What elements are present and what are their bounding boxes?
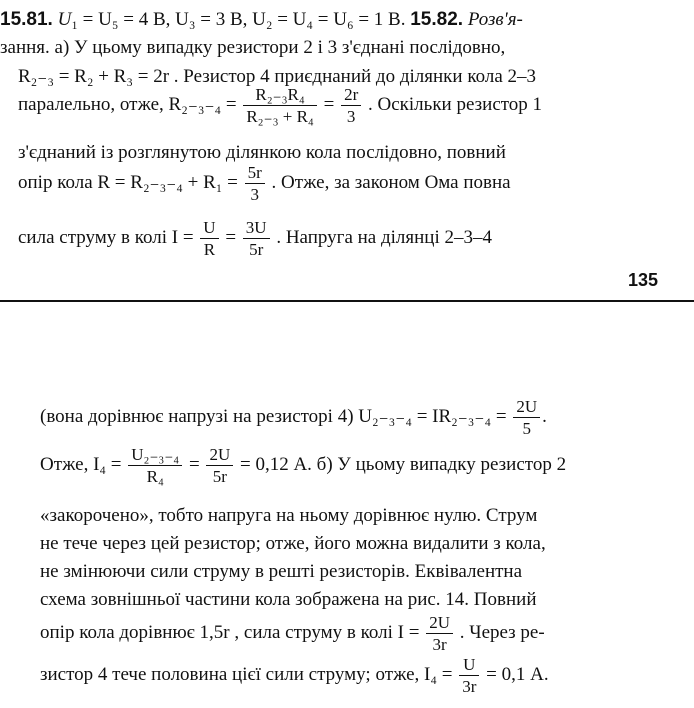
problem-number-15-81: 15.81.: [0, 9, 53, 30]
fraction-2r-3: $\frac{2r}{3}$: [341, 86, 361, 125]
page-divider: [0, 300, 694, 302]
top-line-4: паралельно, отже, R₂₋₃₋₄ = $\frac{\text{R₂₋₃R₄}}{\text{R₂₋₃ + R₄}}$ = $\frac{2r}{3}$ . Оскільки резистор 1: [18, 85, 543, 126]
top-line-6: опір кола R = R₂₋₃₋₄ + R₁ = $\frac{5r}{3}$ . Отже, за законом Ома повна: [18, 163, 511, 204]
fraction-u-r: $\frac{U}{R}$: [200, 219, 218, 258]
bottom-line-7: опір кола дорівнює 1,5r , сила струму в колі I = $\frac{2U}{3r}$ . Через ре-: [40, 613, 545, 654]
fraction-2u-5r: $\frac{2U}{5r}$: [206, 446, 233, 485]
top-line-7: сила струму в колі I = $\frac{U}{R}$ = $\frac{3U}{5r}$ . Напруга на ділянці 2–3–4: [18, 218, 493, 259]
bottom-line-4: не тече через цей резистор; отже, його можна видалити з кола,: [40, 533, 546, 554]
top-line-1: 15.81. U₁ = U₅ = 4 В, U₃ = 3 В, U₂ = U₄ = U₆ = 1 В. 15.82. Розв'я-: [0, 9, 523, 30]
fraction-r234: $\frac{\text{R₂₋₃R₄}}{\text{R₂₋₃ + R₄}}$: [243, 86, 317, 125]
top-line-5: з'єднаний із розглянутою ділянкою кола послідовно, повний: [18, 142, 506, 163]
top-line-2: зання. а) У цьому випадку резистори 2 і 3 з'єднані послідовно,: [0, 37, 506, 58]
bottom-line-2: Отже, I₄ = $\frac{\text{U₂₋₃₋₄}}{\text{R₄}}$ = $\frac{2U}{5r}$ = 0,12 А. б) У цьому випадку резистор 2: [40, 445, 567, 486]
fraction-u-3r: $\frac{U}{3r}$: [459, 656, 479, 695]
bottom-line-3: «закорочено», тобто напруга на ньому дорівнює нулю. Струм: [40, 505, 538, 526]
bottom-line-6: схема зовнішньої частини кола зображена на рис. 14. Повний: [40, 589, 537, 610]
bottom-line-8: зистор 4 тече половина цієї сили струму; отже, I₄ = $\frac{U}{3r}$ = 0,1 А.: [40, 655, 549, 696]
fraction-2u-3r: $\frac{2U}{3r}$: [426, 614, 453, 653]
fraction-5r-3: $\frac{5r}{3}$: [245, 164, 265, 203]
top-line-3: R₂₋₃ = R₂ + R₃ = 2r . Резистор 4 приєднаний до ділянки кола 2–3: [18, 66, 537, 87]
fraction-3u-5r: $\frac{3U}{5r}$: [243, 219, 270, 258]
bottom-line-5: не змінюючи сили струму в решті резисторів. Еквівалентна: [40, 561, 523, 582]
fraction-2u-5: $\frac{2U}{5}$: [513, 398, 540, 437]
problem-number-15-82: 15.82.: [410, 9, 464, 30]
bottom-line-1: (вона дорівнює напрузі на резисторі 4) U₂₋₃₋₄ = IR₂₋₃₋₄ = $\frac{2U}{5}$ .: [40, 397, 547, 438]
page-number: 135: [628, 270, 659, 290]
fraction-u234-r4: $\frac{\text{U₂₋₃₋₄}}{\text{R₄}}$: [128, 446, 182, 485]
